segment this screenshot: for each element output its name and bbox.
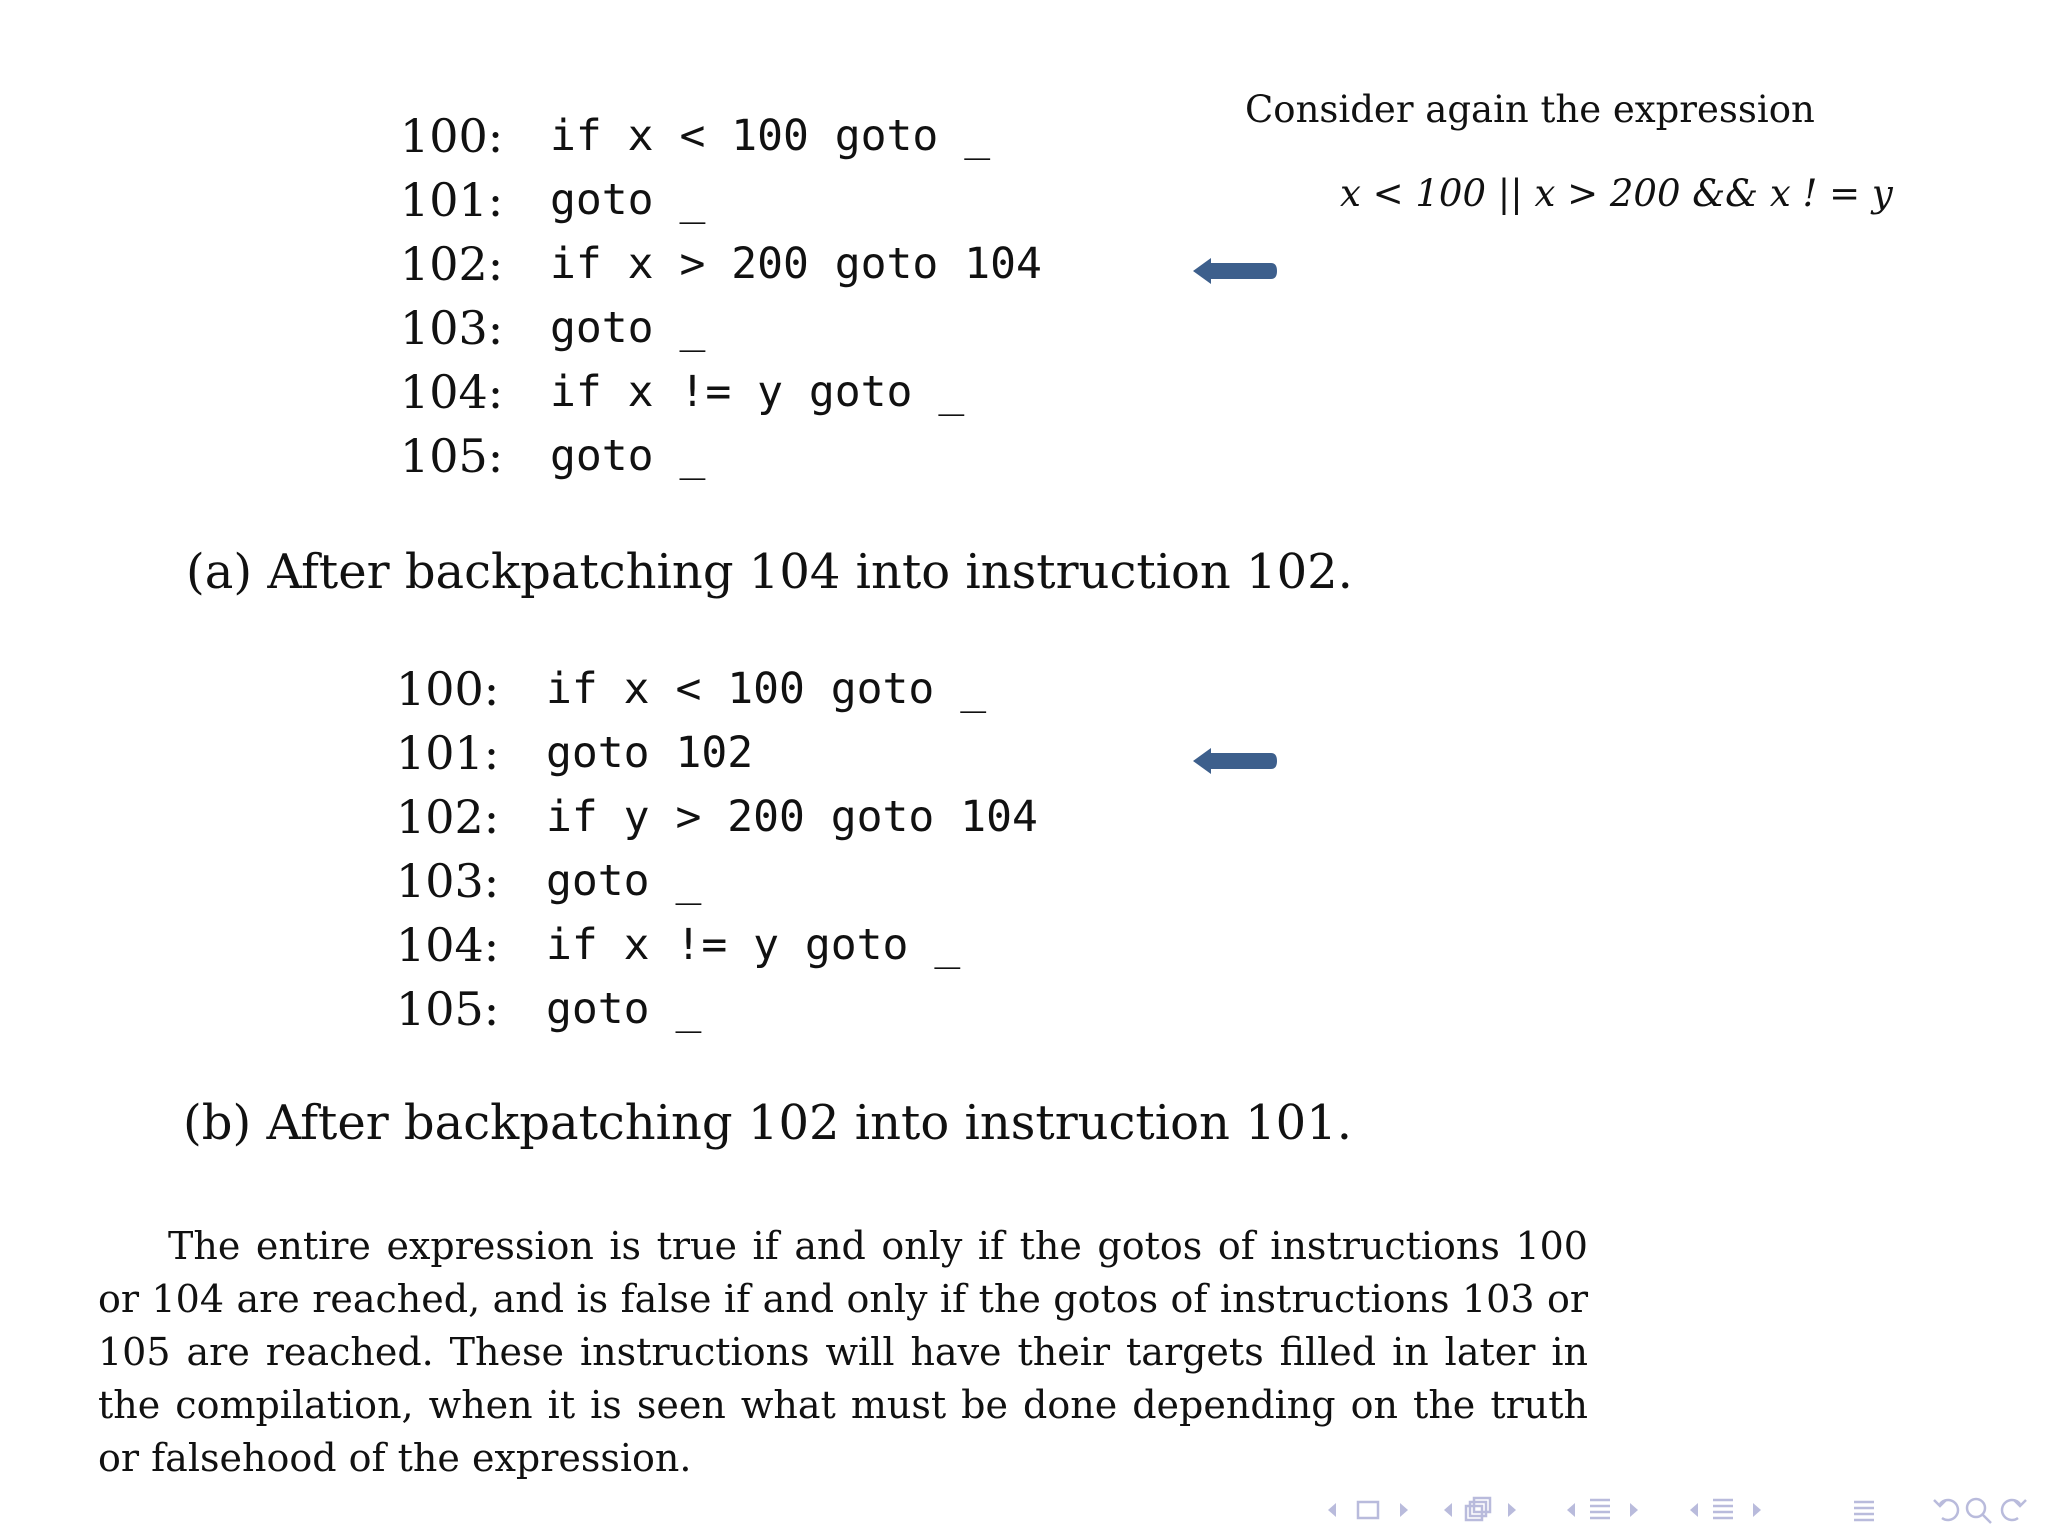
instruction: if x != y goto _ bbox=[546, 920, 961, 970]
line-number: 103: bbox=[400, 301, 504, 355]
line-number: 105: bbox=[400, 429, 504, 483]
instruction: goto _ bbox=[550, 431, 706, 481]
line-number: 103: bbox=[396, 854, 500, 908]
instruction: goto _ bbox=[550, 175, 706, 225]
instruction: goto 102 bbox=[546, 728, 754, 778]
line-number: 104: bbox=[400, 365, 504, 419]
caption-b: (b) After backpatching 102 into instruction 101. bbox=[183, 1095, 1353, 1151]
nav-redo-icon[interactable] bbox=[2002, 1500, 2026, 1520]
nav-frame-icon[interactable] bbox=[1328, 1502, 1408, 1518]
instruction: goto _ bbox=[546, 984, 702, 1034]
nav-search-icon[interactable] bbox=[1967, 1499, 1991, 1523]
nav-section-icon[interactable] bbox=[1567, 1500, 1638, 1518]
line-number: 104: bbox=[396, 918, 500, 972]
line-number: 100: bbox=[396, 662, 500, 716]
line-number: 105: bbox=[396, 982, 500, 1036]
instruction: if x < 100 goto _ bbox=[546, 664, 987, 714]
nav-presentation-icon[interactable] bbox=[1690, 1500, 1761, 1518]
side-note-expression: x < 100 || x > 200 && x ! = y bbox=[1340, 172, 1893, 215]
caption-a: (a) After backpatching 104 into instruction 102. bbox=[186, 544, 1353, 600]
instruction: if x < 100 goto _ bbox=[550, 111, 991, 161]
instruction: if x != y goto _ bbox=[550, 367, 965, 417]
line-number: 102: bbox=[396, 790, 500, 844]
pointer-arrow-icon bbox=[1193, 748, 1277, 774]
line-number: 101: bbox=[400, 173, 504, 227]
pointer-arrow-icon bbox=[1193, 258, 1277, 284]
instruction: goto _ bbox=[546, 856, 702, 906]
explanation-paragraph: The entire expression is true if and only if the gotos of instructions 100 or 104 are reached, and is false if and only if the gotos of instructions 103 or 105 are reached. These instructions will have their targets filled in later in the compilation, when it is seen what must be done depending on the truth or falsehood of the expression. bbox=[98, 1224, 1588, 1480]
nav-subsection-icon[interactable] bbox=[1444, 1498, 1516, 1520]
instruction: if y > 200 goto 104 bbox=[546, 792, 1038, 842]
instruction: if x > 200 goto 104 bbox=[550, 239, 1042, 289]
side-note-intro: Consider again the expression bbox=[1245, 88, 1815, 131]
nav-undo-icon[interactable] bbox=[1934, 1500, 1958, 1520]
nav-align-icon[interactable] bbox=[1854, 1502, 1874, 1520]
line-number: 101: bbox=[396, 726, 500, 780]
navigation-bar bbox=[1320, 1492, 2040, 1528]
instruction: goto _ bbox=[550, 303, 706, 353]
line-number: 100: bbox=[400, 109, 504, 163]
line-number: 102: bbox=[400, 237, 504, 291]
